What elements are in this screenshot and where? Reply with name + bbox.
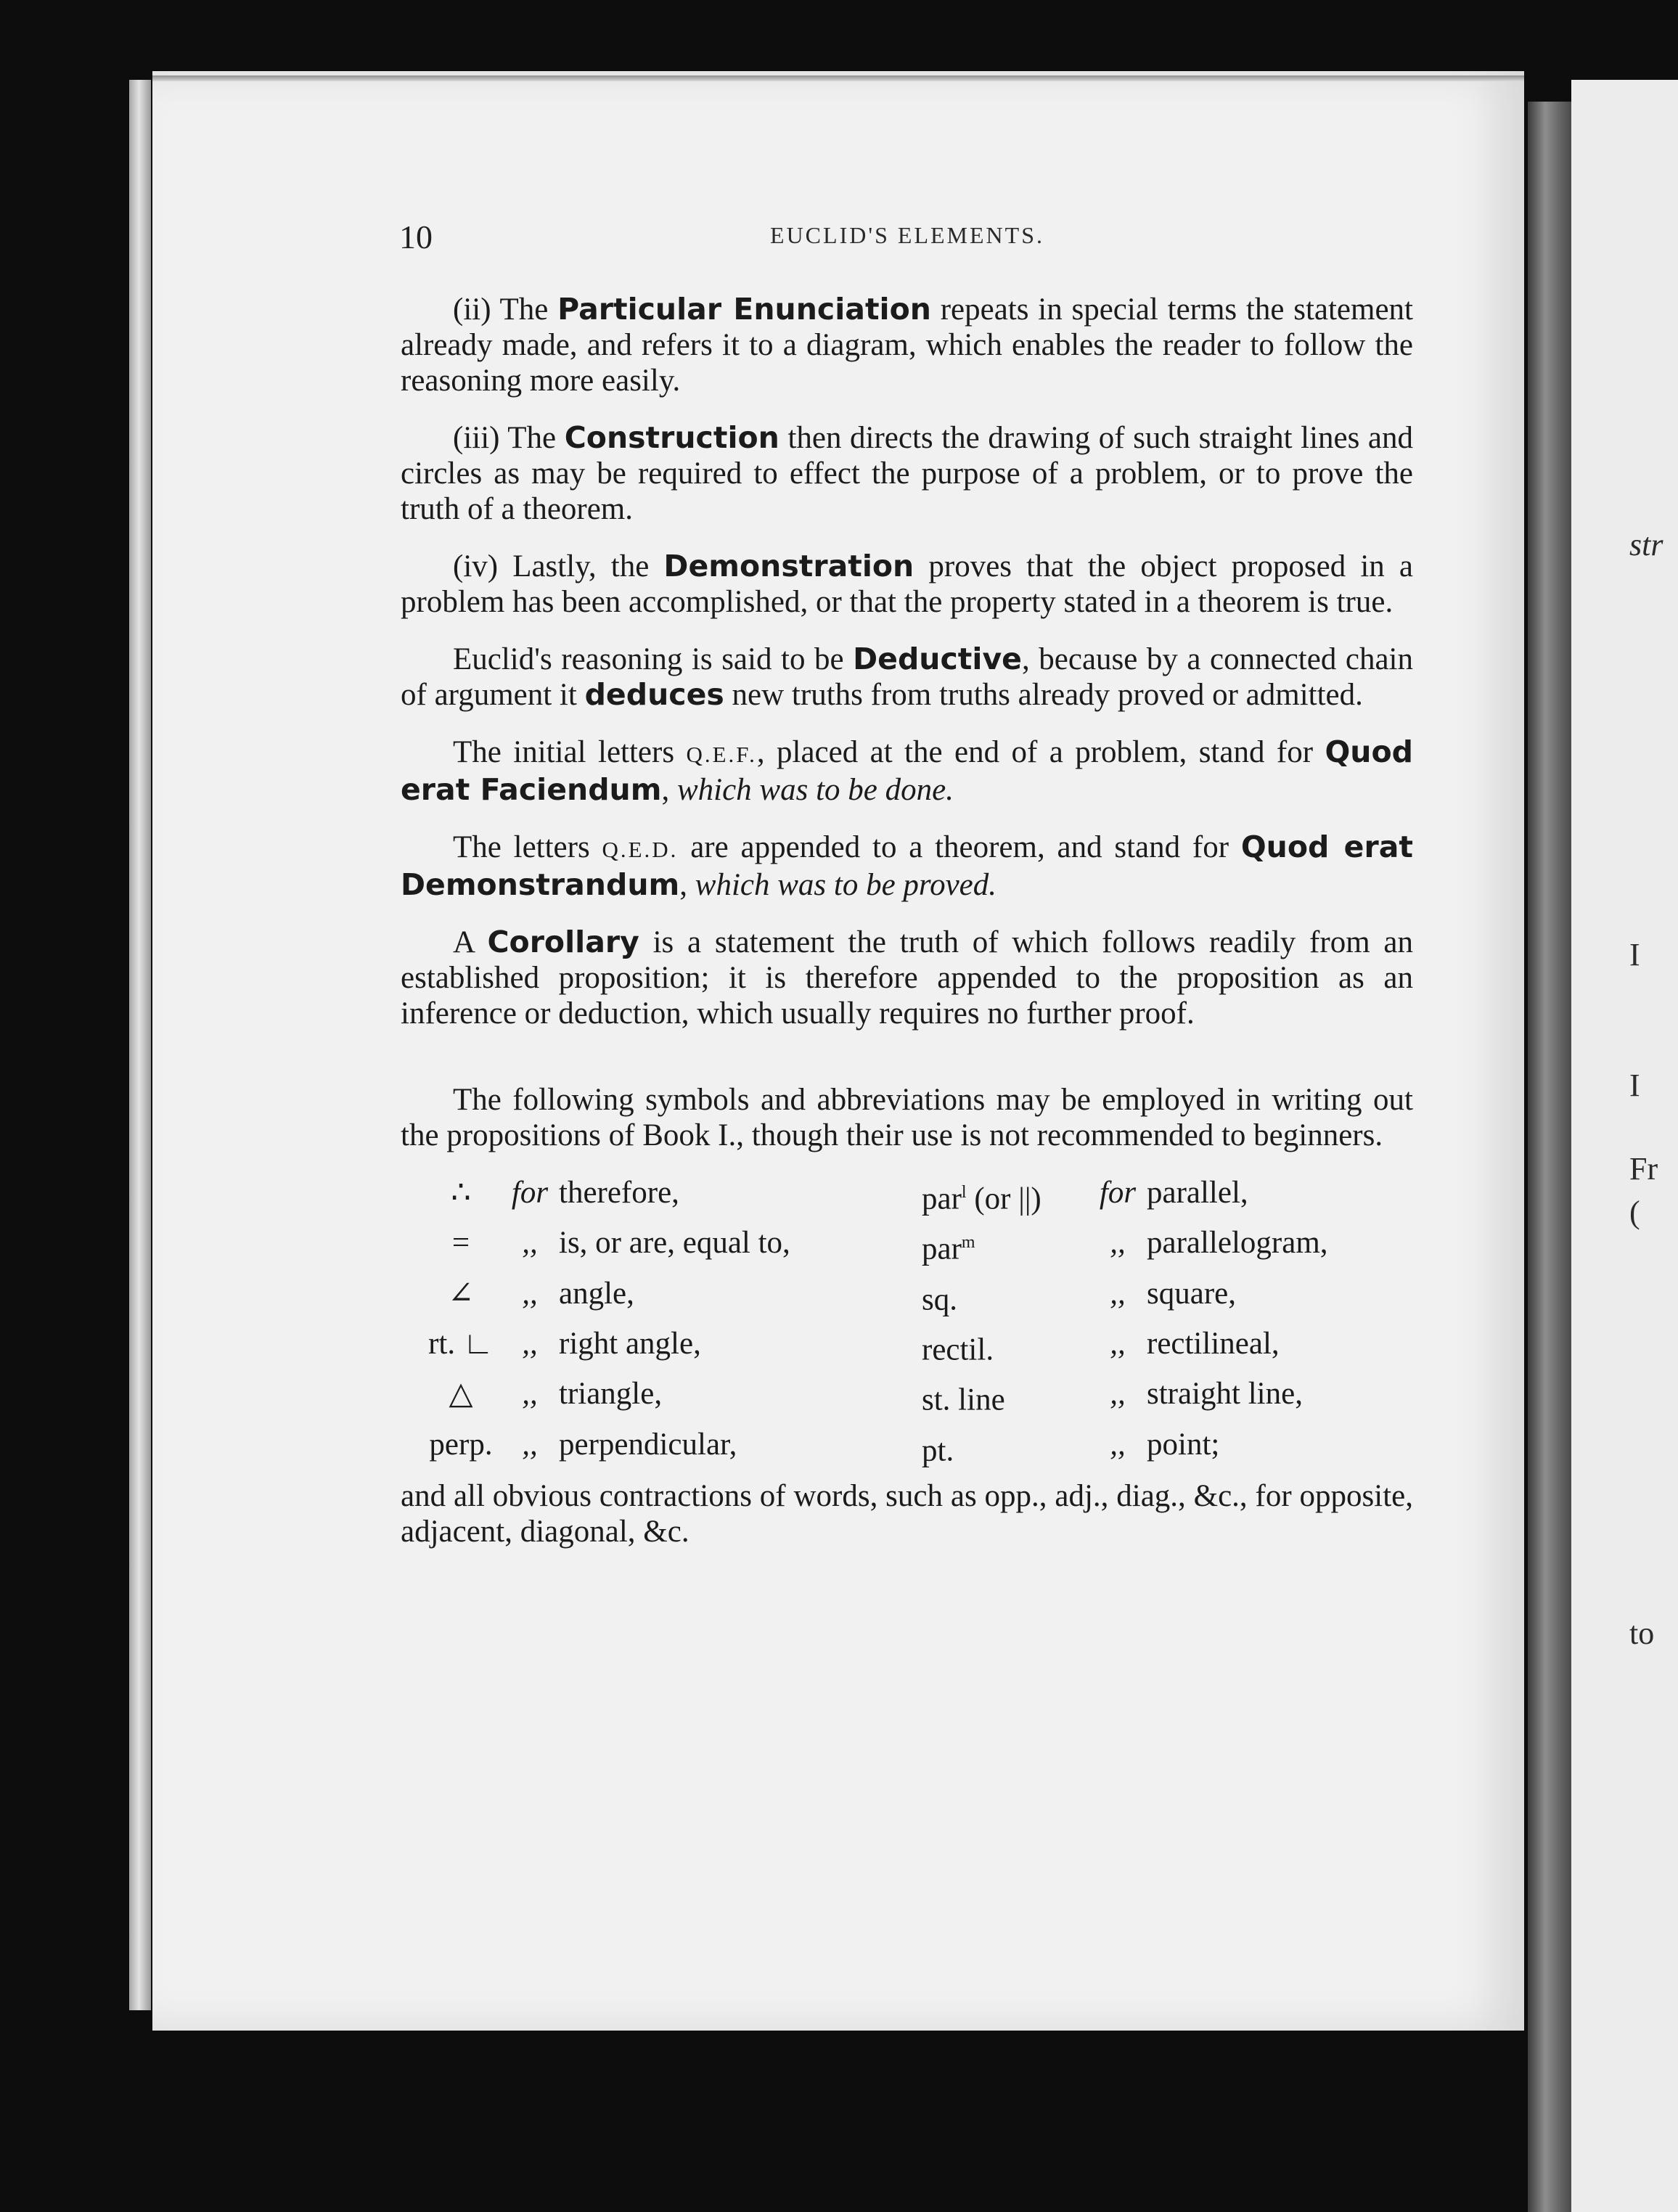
page-number: 10: [399, 218, 433, 255]
symbol-angle: ∠: [447, 1276, 475, 1311]
abbreviation: [922, 1376, 1089, 1417]
abbreviation-meaning: straight line,: [1147, 1377, 1303, 1412]
abbreviation: [922, 1175, 1089, 1216]
paragraph-demonstration: [401, 549, 1413, 620]
next-page-fragment: Fr: [1629, 1151, 1658, 1187]
running-head: EUCLID'S ELEMENTS.: [770, 222, 1044, 248]
ditto-mark: ,,: [522, 1377, 538, 1412]
abbr-text: sq.: [922, 1282, 957, 1316]
for-label: for: [511, 1176, 549, 1210]
term-bold: Demonstration: [663, 549, 914, 583]
paragraph-closing: and all obvious contractions of words, such as opp., adj., diag., &c., for opposite, adjacent, diagonal, &c.: [401, 1478, 1413, 1549]
text: are appended to a theorem, and stand for: [678, 830, 1241, 864]
text: new truths from truths already proved or admitted.: [724, 678, 1363, 712]
symbol-meaning: angle,: [559, 1276, 634, 1311]
text: (iv) Lastly, the: [453, 549, 664, 583]
abbreviation-meaning: parallelogram,: [1147, 1226, 1328, 1261]
next-page-fragment: (: [1629, 1195, 1640, 1230]
abbreviation: [922, 1276, 1089, 1317]
ditto-mark: ,,: [1110, 1427, 1126, 1462]
ditto-mark: ,,: [522, 1326, 538, 1361]
abbreviation-meaning: parallel,: [1147, 1176, 1248, 1210]
term-bold: Construction: [564, 420, 779, 455]
term-bold: Particular Enunciation: [557, 292, 931, 327]
paragraph-qed: [401, 830, 1413, 903]
abbreviation: [922, 1326, 1089, 1367]
next-page: [1571, 80, 1678, 2212]
paragraph-deductive: [401, 642, 1413, 713]
abbr-sup: l: [961, 1183, 967, 1202]
next-page-fragment: str: [1629, 527, 1663, 562]
book-gutter: [1528, 102, 1571, 2212]
abbreviation-meaning: point;: [1147, 1427, 1220, 1462]
abbreviation-meaning: rectilineal,: [1147, 1326, 1280, 1361]
symbol-meaning: right angle,: [559, 1326, 701, 1361]
symbol-triangle: △: [449, 1377, 473, 1412]
symbols-table: [421, 1175, 1413, 1468]
term-bold: Quod erat Faciendum: [401, 734, 1413, 807]
paragraph-corollary: [401, 925, 1413, 1031]
text: The letters: [453, 830, 602, 864]
text: A: [453, 925, 488, 959]
text: proves that the object proposed in a problem has been accomplished, or that the property stated in a theorem is true.: [401, 549, 1413, 619]
text: is a statement the truth of which follows readily from an established proposition; it is therefore appended to the proposition as an inference or deduction, which usually requires no further proof.: [401, 925, 1413, 1031]
small-caps-abbrev: Q.E.F.: [686, 742, 757, 767]
abbr-text: rectil.: [922, 1332, 994, 1367]
abbr-text: st. line: [922, 1382, 1005, 1417]
symbol-meaning: therefore,: [559, 1176, 679, 1210]
ditto-mark: ,,: [1110, 1226, 1126, 1261]
text: , placed at the end of a problem, stand for: [756, 735, 1325, 769]
symbol-perpendicular: perp.: [429, 1427, 493, 1462]
term-bold: deduces: [584, 677, 724, 712]
text: (iii) The: [453, 421, 565, 455]
term-bold: Deductive: [853, 642, 1022, 676]
symbol-equals: =: [451, 1226, 470, 1261]
ditto-mark: ,,: [1110, 1326, 1126, 1361]
ditto-mark: ,,: [522, 1427, 538, 1462]
text: then directs the drawing of such straight lines and circles as may be required to effect the purpose of a problem, or to prove the truth of a theorem.: [401, 421, 1413, 526]
page-body: [401, 292, 1413, 1549]
abbr-text: par: [922, 1181, 962, 1216]
text: ,: [661, 773, 677, 807]
translation-italic: which was to be proved.: [695, 868, 996, 902]
symbol-therefore: ∴: [451, 1176, 471, 1210]
text: Euclid's reasoning is said to be: [453, 642, 854, 676]
small-caps-abbrev: Q.E.D.: [602, 837, 679, 862]
symbol-meaning: triangle,: [559, 1377, 663, 1412]
next-page-fragment: I: [1629, 937, 1640, 972]
translation-italic: which was to be done.: [676, 773, 954, 807]
abbr-sup: m: [961, 1233, 975, 1253]
abbr-extra: (or ||): [966, 1181, 1041, 1216]
symbol-meaning: perpendicular,: [559, 1427, 737, 1462]
abbr-text: pt.: [922, 1433, 954, 1467]
for-label: for: [1099, 1176, 1137, 1210]
abbreviation: [922, 1225, 1089, 1266]
book-left-edge: [129, 80, 151, 2010]
text: (ii) The: [453, 292, 558, 327]
page-top-edge: [152, 75, 1524, 81]
term-bold: Corollary: [487, 925, 639, 959]
ditto-mark: ,,: [522, 1226, 538, 1261]
paragraph-qef: [401, 734, 1413, 808]
abbreviation: [922, 1427, 1089, 1468]
paragraph-symbols-intro: The following symbols and abbreviations may be employed in writing out the propositions of Book I., though their use is not recommended to beginners.: [401, 1083, 1413, 1152]
ditto-mark: ,,: [522, 1276, 538, 1311]
abbr-text: par: [922, 1232, 962, 1266]
next-page-fragment: to: [1629, 1615, 1655, 1651]
ditto-mark: ,,: [1110, 1276, 1126, 1311]
symbol-right-angle: rt. ∟: [428, 1326, 494, 1361]
term-bold: Quod erat Demonstrandum: [401, 830, 1413, 902]
abbreviation-meaning: square,: [1147, 1276, 1236, 1311]
text: ,: [679, 868, 695, 902]
paragraph-construction: [401, 420, 1413, 527]
symbol-meaning: is, or are, equal to,: [559, 1226, 790, 1261]
ditto-mark: ,,: [1110, 1377, 1126, 1412]
text: , because by a connected chain of argument it: [401, 642, 1413, 712]
next-page-fragment: I: [1629, 1068, 1640, 1103]
paragraph-particular-enunciation: [401, 292, 1413, 398]
text: repeats in special terms the statement already made, and refers it to a diagram, which enables the reader to follow the reasoning more easily.: [401, 292, 1413, 398]
spacer: [401, 1053, 1413, 1082]
text: The initial letters: [453, 735, 687, 769]
